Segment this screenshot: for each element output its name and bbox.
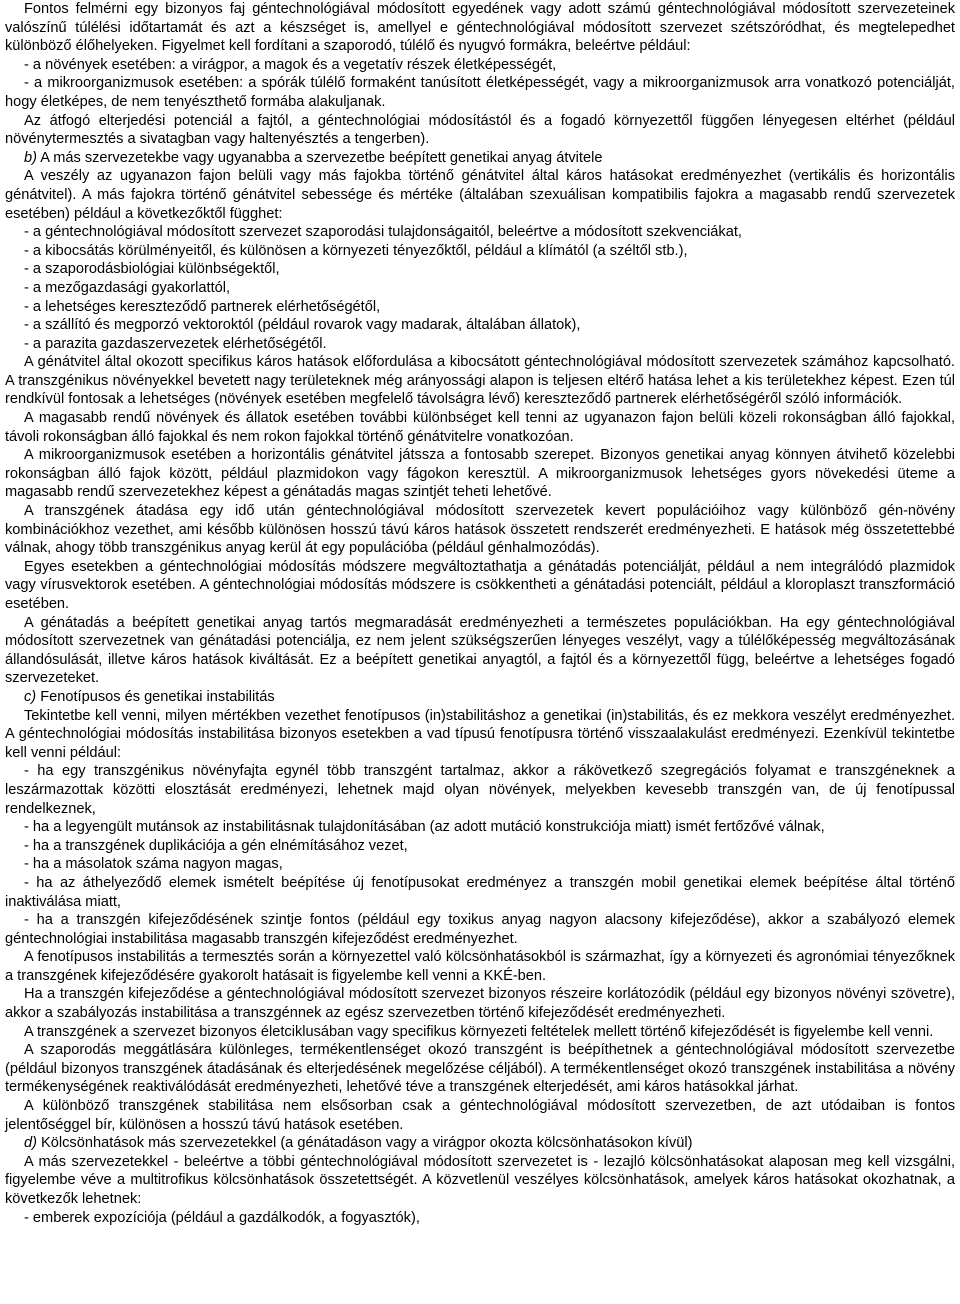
paragraph: A transzgének átadása egy idő után géntechnológiával módosított szervezetek kevert populációihoz vagy különböző gén-növény kombinációkhoz vezethet, ami később különösen hosszú távú káros hatások összetett rendszerét eredményezheti. E hatások még összetettebbé válnak, ahogy több transzgénikus anyag kerül át egy populációba (például génhalmozódás). — [5, 503, 955, 557]
paragraph: A génátvitel által okozott specifikus káros hatások előfordulása a kibocsátott géntechnológiával módosított szervezetek számához kapcsolható. A transzgénikus növényekkel bevetett nagy területeknek még arányossági alapon is teljesen eltérő hatása lehet a kis területekhez képest. Ezen túl rendkívül fontosak a lehetséges (növények esetében megfelelő távolságra lévő) kereszteződő partnerek elérhetőségéről szóló információk. — [5, 354, 955, 408]
list-item: - a szállító és megporzó vektoroktól (például rovarok vagy madarak, általában állatok), — [24, 317, 581, 334]
paragraph: Ha a transzgén kifejeződése a géntechnológiával módosított szervezet bizonyos részeire korlátozódik (például egy bizonyos növényi szövetre), akkor a szabályozás instabilitása a transzgénnek az egész szervezetben történő kifejeződését eredményezheti. — [5, 986, 955, 1022]
list-item: - a mikroorganizmusok esetében: a spórák túlélő formaként tanúsított életképességét, vagy a mikroorganizmusok arra vonatkozó potenciálját, hogy életképes, de nem tenyészthető formába alakuljanak. — [5, 75, 955, 110]
section-heading-text: Fenotípusos és genetikai instabilitás — [36, 688, 275, 705]
paragraph: A különböző transzgének stabilitása nem elsősorban csak a géntechnológiával módosított szervezetben, de azt utódaiban is fontos jelentőséggel bír, különösen a hosszú távú hatások esetében. — [5, 1098, 955, 1133]
paragraph: A transzgének a szervezet bizonyos életciklusában vagy specifikus környezeti feltételek mellett történő kifejeződését is figyelembe kell venni. — [24, 1023, 934, 1040]
paragraph: Az átfogó elterjedési potenciál a fajtól, a géntechnológiai módosítástól és a fogadó környezettől függően lényegesen eltérhet (például növénytermesztés a sivatagban vagy haltenyésztés a tengerben). — [5, 112, 955, 148]
list-item: - ha egy transzgénikus növényfajta egynél több transzgént tartalmaz, akkor a rákövetkező szegregációs folyamat e transzgéneknek a leszármazottak közötti elosztását eredményezi, lehetnek majd olyan növények, melyekben kevesebb transzgén van, de új fenotípussal rendelkeznek, — [5, 763, 955, 817]
list-item: - a kibocsátás körülményeitől, és különösen a környezeti tényezőktől, például a klímától (a széltől stb.), — [24, 242, 688, 259]
section-label: b) — [24, 149, 37, 166]
section-label: c) — [24, 688, 37, 705]
list-item: - a géntechnológiával módosított szervezet szaporodási tulajdonságaitól, beleértve a módosított szekvenciákat, — [24, 224, 742, 241]
paragraph: A mikroorganizmusok esetében a horizontális génátvitel játssza a fontosabb szerepet. Bizonyos genetikai anyag könnyen átvihető közelebbi rokonságban álló fajok között, például plazmidokon vagy fágokon keresztül. A mikroorganizmusok lehetséges gyors növekedési üteme a magasabb rendű szervezetekhez képest a génátadás magas szintjét teheti lehetővé. — [5, 447, 955, 501]
list-item: - ha az áthelyeződő elemek ismételt beépítése új fenotípusokat eredményez a transzgén mobil genetikai elemek beépítése által történő inaktiválása miatt, — [5, 874, 955, 910]
section-heading-text: Kölcsönhatások más szervezetekkel (a génátadáson vagy a virágpor okozta kölcsönhatásokon kívül) — [36, 1135, 693, 1152]
list-item: - emberek expozíciója (például a gazdálkodók, a fogyasztók), — [24, 1209, 420, 1226]
section-heading-c — [5, 688, 955, 707]
list-item: - ha a másolatok száma nagyon magas, — [24, 856, 283, 873]
paragraph: Tekintetbe kell venni, milyen mértékben vezethet fenotípusos (in)stabilitáshoz a genetikai (in)stabilitás, és ez mekkora veszélyt eredményezhet. A géntechnológiai módosítás instabilitása bizonyos esetekben a vad típusú fenotípusra történő visszaalakulást eredményezi. Ezenkívül tekintetbe kell venni például: — [5, 707, 955, 761]
list-item: - a szaporodásbiológiai különbségektől, — [24, 261, 280, 278]
list-item: - a mezőgazdasági gyakorlattól, — [24, 279, 231, 296]
paragraph: A veszély az ugyanazon fajon belüli vagy más fajokba történő génátvitel által káros hatásokat eredményezhet (vertikális és horizontális génátvitel). A más fajokra történő génátvitel sebessége és mértéke (általában szexuálisan kompatibilis fajokra a magasabb rendű szervezetek esetében) például a következőktől függhet: — [5, 168, 955, 222]
paragraph: A fenotípusos instabilitás a termesztés során a környezettel való kölcsönhatásokból is származhat, így a környezeti és agronómiai tényezőknek a transzgének kifejeződésére gyakorolt hatásait is figyelembe kell venni a KKÉ-ben. — [5, 949, 955, 984]
section-label: d) — [24, 1135, 37, 1152]
document-page — [5, 0, 955, 1227]
section-heading-d — [5, 1134, 955, 1153]
paragraph: Egyes esetekben a géntechnológiai módosítás módszere megváltoztathatja a génátadás potenciálját, például a nem integrálódó plazmidok vagy vírusvektorok esetében. A géntechnológiai módosítás módszere is csökkentheti a génátadási potenciált, például a kloroplaszt transzformáció esetében. — [5, 558, 955, 612]
list-item: - a lehetséges kereszteződő partnerek elérhetőségétől, — [24, 298, 381, 315]
paragraph: A más szervezetekkel - beleértve a többi géntechnológiával módosított szervezetet is - lezajló kölcsönhatásokat alaposan meg kell vizsgálni, figyelembe véve a multitrofikus kölcsönhatások összetettségét. A közvetlenül veszélyes kölcsönhatások, amelyek káros hatásokat okozhatnak, a következők lehetnek: — [5, 1153, 955, 1207]
paragraph: A magasabb rendű növények és állatok esetében további különbséget kell tenni az ugyanazon fajon belüli közeli rokonságban álló fajokkal, távoli rokonságban álló fajokkal és nem rokon fajokkal történő génátvitelre vonatkozóan. — [5, 410, 955, 445]
paragraph: A szaporodás meggátlására különleges, termékentlenséget okozó transzgént is beépíthetnek a géntechnológiával módosított szervezetbe (például bizonyos transzgének átadásának és elterjedésének megelőzése céljából). A termékentlenséget okozó transzgének instabilitása a növény termékenységének reaktiválódását eredményezheti, lehetővé téve a transzgének elterjedését, ami káros hatásokkal járhat. — [5, 1042, 955, 1096]
list-item: - ha a transzgének duplikációja a gén elnémításához vezet, — [24, 837, 408, 854]
list-item: - a növények esetében: a virágpor, a magok és a vegetatív részek életképességét, — [24, 56, 557, 73]
section-heading-b — [5, 149, 955, 168]
list-item: - ha a transzgén kifejeződésének szintje fontos (például egy toxikus anyag nagyon alacsony kifejeződése), akkor a szabályozó elemek géntechnológiai instabilitása magasabb transzgén kifejeződést eredményezhet. — [5, 912, 955, 947]
paragraph: A génátadás a beépített genetikai anyag tartós megmaradását eredményezheti a természetes populációkban. Ha egy géntechnológiával módosított szervezetnek van génátadási potenciálja, ez nem jelent szükségszerűen lényeges veszélyt, vagy a túlélőképesség megváltozásának állandósulását, illetve káros hatások kiváltását. Ez a beépített genetikai anyagtól, a fajtól és a környezettől függ, beleértve a lehetséges fogadó szervezeteket. — [5, 614, 955, 687]
paragraph-survival-and-dispersal: Fontos felmérni egy bizonyos faj géntechnológiával módosított egyedének vagy adott számú géntechnológiával módosított szervezeteinek valószínű túlélési időtartamát és azt a készséget is, amellyel e géntechnológiával módosított szervezet szétszóródhat, és megtelepedhet különböző élőhelyeken. Figyelmet kell fordítani a szaporodó, túlélő és nyugvó formákra, beleértve például: — [5, 1, 955, 55]
list-item: - a parazita gazdaszervezetek elérhetőségétől. — [24, 335, 327, 352]
section-heading-text: A más szervezetekbe vagy ugyanabba a szervezetbe beépített genetikai anyag átvitele — [36, 149, 603, 166]
list-item: - ha a legyengült mutánsok az instabilitásnak tulajdonításában (az adott mutáció konstrukciója miatt) ismét fertőzővé válnak, — [24, 819, 825, 836]
